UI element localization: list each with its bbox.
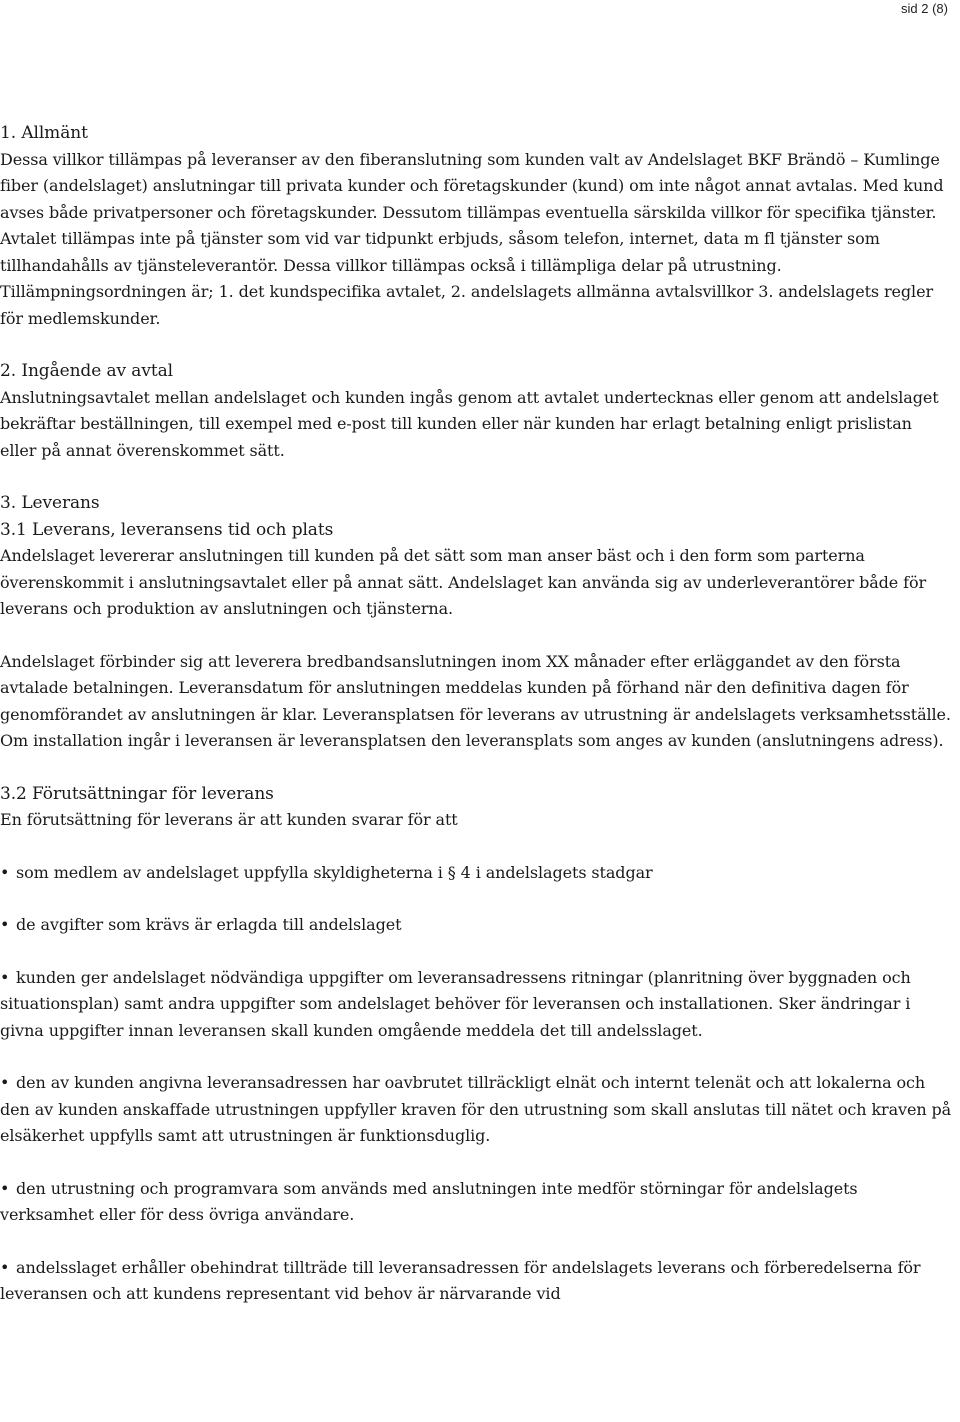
bullet-icon: •	[0, 1073, 10, 1092]
list-item	[0, 912, 952, 939]
bullet-icon: •	[0, 1178, 10, 1198]
bullet-icon: •	[0, 967, 10, 987]
page-number: sid 2 (8)	[901, 1, 948, 16]
list-item-text: den utrustning och programvara som används med anslutningen inte medför störningar för andelslagets verksamhet eller för dess övriga användare.	[0, 1178, 858, 1224]
section-body-allmant: Dessa villkor tillämpas på leveranser av den fiberanslutning som kunden valt av Andelslaget BKF Brändö – Kumlinge fiber (andelslaget) anslutningar till privata kunder och företagskunder (kund) om inte något annat avtalas. Med kund avses både privatpersoner och företagskunder. Dessutom tillämpas eventuella särskilda villkor för specifika tjänster. Avtalet tillämpas inte på tjänster som vid var tidpunkt erbjuds, såsom telefon, internet, data m fl tjänster som tillhandahålls av tjänsteleverantör. Dessa villkor tillämpas också i tillämpliga delar på utrustning. Tillämpningsordningen är; 1. det kundspecifika avtalet, 2. andelslagets allmänna avtalsvillkor 3. andelslagets regler för medlemskunder.	[0, 149, 944, 328]
list-item-text: andelsslaget erhåller obehindrat tillträde till leveransadressen för andelslagets leverans och förberedelserna för leveransen och att kundens representant vid behov är närvarande vid	[0, 1257, 921, 1303]
list-item-text: den av kunden angivna leveransadressen har oavbrutet tillräckligt elnät och internt telenät och att lokalerna och den av kunden anskaffade utrustningen uppfyller kraven för den utrustning som skall anslutas till nätet och kraven på elsäkerhet uppfylls samt att utrustningen är funktionsduglig.	[0, 1073, 952, 1145]
document-body	[0, 120, 952, 1308]
list-item	[0, 1070, 952, 1150]
list-item	[0, 1255, 952, 1308]
bullet-icon: •	[0, 915, 10, 934]
list-item-text: de avgifter som krävs är erlagda till andelslaget	[16, 915, 402, 934]
list-item-text: som medlem av andelslaget uppfylla skyldigheterna i § 4 i andelslagets stadgar	[16, 862, 653, 882]
subsection-heading-leverans-tid-plats: 3.1 Leverans, leveransens tid och plats	[0, 519, 334, 540]
list-item	[0, 860, 952, 887]
bullet-icon: •	[0, 1257, 10, 1277]
bullet-icon: •	[0, 862, 10, 882]
subsection-heading-forutsattningar: 3.2 Förutsättningar för leverans	[0, 783, 274, 804]
section-heading-allmant: 1. Allmänt	[0, 123, 88, 143]
subsection-paragraph-leverans-1: Andelslaget levererar anslutningen till kunden på det sätt som man anser bäst och i den form som parterna överenskommit i anslutningsavtalet eller på annat sätt. Andelslaget kan använda sig av underleverantörer både för leverans och produktion av anslutningen och tjänsterna.	[0, 546, 927, 618]
section-body-ingaende-av-avtal: Anslutningsavtalet mellan andelslaget och kunden ingås genom att avtalet undertecknas eller genom att andelslaget bekräftar beställningen, till exempel med e-post till kunden eller när kunden har erlagt betalning enligt prislistan eller på annat överenskommet sätt.	[0, 387, 939, 460]
list-item	[0, 965, 952, 1045]
subsection-intro-forutsattningar: En förutsättning för leverans är att kunden svarar för att	[0, 810, 458, 829]
list-item	[0, 1176, 952, 1229]
list-item-text: kunden ger andelslaget nödvändiga uppgifter om leveransadressens ritningar (planritning över byggnaden och situationsplan) samt andra uppgifter som andelslaget behöver för leveransen och installationen. Sker ändringar i givna uppgifter innan leveransen skall kunden omgående meddela det till andelsslaget.	[0, 967, 911, 1040]
section-heading-leverans: 3. Leverans	[0, 493, 100, 513]
subsection-paragraph-leverans-2: Andelslaget förbinder sig att leverera bredbandsanslutningen inom XX månader efter erläggandet av den första avtalade betalningen. Leveransdatum för anslutningen meddelas kunden på förhand när den definitiva dagen för genomförandet av anslutningen är klar. Leveransplatsen för leverans av utrustning är andelslagets verksamhetsställe. Om installation ingår i leveransen är leveransplatsen den leveransplats som anges av kunden (anslutningens adress).	[0, 651, 951, 750]
section-heading-ingaende-av-avtal: 2. Ingående av avtal	[0, 361, 173, 381]
